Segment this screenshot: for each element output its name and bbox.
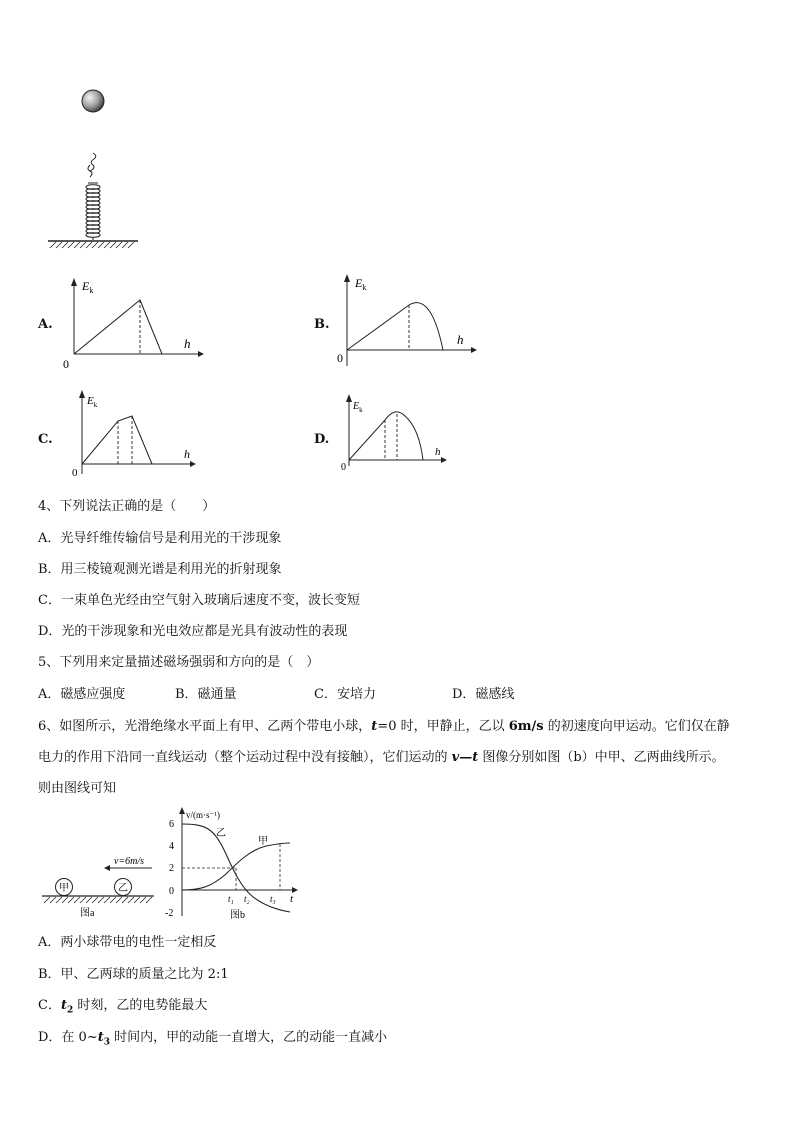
ball-spring-figure — [40, 85, 150, 255]
option-a-graph — [58, 276, 208, 371]
y-axis-label: v/(m·s⁻¹) — [186, 810, 220, 820]
q5-option-c[interactable]: C．安培力 — [314, 687, 376, 702]
q4-stem: 4、下列说法正确的是（ ） — [38, 499, 216, 514]
q4-option-b[interactable]: B．用三棱镜观测光谱是利用光的折射现象 — [38, 562, 282, 577]
q6-option-b[interactable]: B．甲、乙两球的质量之比为 2:1 — [38, 967, 229, 982]
option-c-graph — [62, 388, 202, 483]
xtick-t1: t₁ — [228, 894, 234, 904]
option-a-label[interactable]: A. — [38, 317, 53, 332]
svg-text:h: h — [184, 336, 191, 351]
svg-text:h: h — [184, 447, 190, 461]
svg-text:0: 0 — [341, 462, 346, 473]
svg-text:Ek: $E_k$ — [82, 279, 94, 295]
curve-yi-label: 乙 — [216, 828, 226, 839]
q6-option-a[interactable]: A．两小球带电的电性一定相反 — [38, 935, 217, 950]
ek-curve — [82, 416, 152, 464]
svg-text:0: 0 — [337, 351, 343, 365]
svg-text:Ek: $E_k$ — [355, 276, 367, 292]
ball-yi-label: 乙 — [118, 883, 128, 894]
q5-option-d[interactable]: D．磁感线 — [452, 687, 515, 702]
ek-curve — [347, 303, 443, 350]
q5-stem: 5、下列用来定量描述磁场强弱和方向的是（ ） — [38, 655, 320, 670]
svg-text:0: 0 — [72, 467, 78, 479]
ek-curve — [349, 412, 423, 460]
figure-a-caption: 图a — [80, 908, 95, 919]
q6-option-c[interactable]: C．$t_2$ 时刻，乙的电势能最大 — [38, 998, 208, 1016]
svg-text:Ek: $E_k$ — [353, 401, 363, 414]
ytick-0: 0 — [169, 886, 174, 897]
q4-option-d[interactable]: D．光的干涉现象和光电效应都是光具有波动性的表现 — [38, 624, 348, 639]
ytick-neg2: -2 — [165, 908, 174, 919]
svg-text:Ek: $E_k$ — [87, 395, 98, 409]
q6-stem-line2: 电力的作用下沿同一直线运动（整个运动过程中没有接触），它们运动的 v—t 图像分别如图（b）中甲、乙两曲线所示。 — [38, 750, 725, 765]
ball-jia-label: 甲 — [59, 883, 69, 894]
velocity-label: v=6m/s — [114, 856, 145, 867]
svg-text:0: 0 — [63, 357, 69, 371]
option-b-graph — [333, 272, 483, 370]
q5-option-b[interactable]: B．磁通量 — [175, 687, 237, 702]
figure-b — [162, 804, 312, 922]
q4-option-c[interactable]: C．一束单色光经由空气射入玻璃后速度不变，波长变短 — [38, 593, 360, 608]
q6-stem-line1: 6、如图所示，光滑绝缘水平面上有甲、乙两个带电小球，t=0 时，甲静止，乙以 6m/s 的初速度向甲运动。它们仅在静 — [38, 719, 730, 734]
option-d-label[interactable]: D. — [314, 432, 330, 447]
q6-option-d[interactable]: D．在 $0\sim t_3$ 时间内，甲的动能一直增大，乙的动能一直减小 — [38, 1030, 388, 1048]
xtick-t2: t₂ — [244, 894, 250, 904]
option-c-label[interactable]: C. — [38, 432, 53, 447]
ek-curve — [74, 300, 162, 354]
option-b-label[interactable]: B. — [314, 317, 330, 332]
q5-option-a[interactable]: A．磁感应强度 — [38, 687, 126, 702]
figure-a — [40, 848, 160, 920]
ytick-4: 4 — [169, 841, 174, 852]
x-axis-label: t — [290, 893, 294, 905]
q4-option-a[interactable]: A．光导纤维传输信号是利用光的干涉现象 — [38, 531, 282, 546]
ytick-6: 6 — [169, 819, 174, 830]
curve-jia — [182, 843, 290, 890]
q6-stem-line3: 则由图线可知 — [38, 781, 117, 796]
ytick-2: 2 — [169, 863, 174, 874]
option-d-graph — [335, 392, 455, 477]
spring — [86, 153, 100, 240]
curve-jia-label: 甲 — [258, 836, 268, 847]
figure-b-caption: 图b — [230, 910, 245, 921]
xtick-t3: t₃ — [270, 894, 276, 904]
ball — [82, 90, 104, 112]
svg-text:h: h — [435, 446, 441, 458]
svg-text:h: h — [457, 332, 464, 347]
